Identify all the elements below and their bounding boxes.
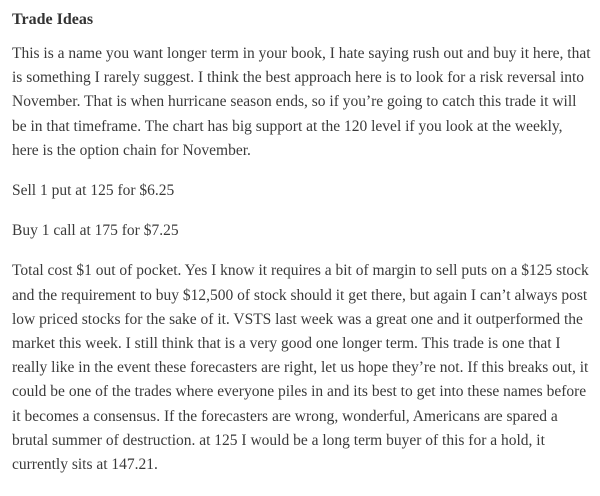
section-heading: Trade Ideas	[12, 11, 94, 28]
article-body	[12, 8, 592, 493]
buy-call-line: Buy 1 call at 175 for $7.25	[12, 222, 179, 240]
sell-put-line: Sell 1 put at 125 for $6.25	[12, 182, 175, 200]
cost-paragraph: Total cost $1 out of pocket. Yes I know it requires a bit of margin to sell puts on a $125 stock and the requirement to buy $12,500 of stock should it get there, but again I can’t always post low priced stocks for the sake of it. VSTS last week was a great one and it outperformed the market this week. I still think that is a very good one longer term. This trade is one that I really like in the event these forecasters are right, let us hope they’re not. If this breaks out, it could be one of the trades where everyone piles in and its best to get into these names before it becomes a consensus. If the forecasters are wrong, wonderful, Americans are spared a brutal summer of destruction. at 125 I would be a long term buyer of this for a hold, it currently sits at 147.21.	[12, 262, 589, 474]
intro-paragraph: This is a name you want longer term in your book, I hate saying rush out and buy it here, that is something I rarely suggest. I think the best approach here is to look for a risk reversal into November. That is when hurricane season ends, so if you’re going to catch this trade it will be in that timeframe. The chart has big support at the 120 level if you look at the weekly, here is the option chain for November.	[12, 45, 591, 159]
